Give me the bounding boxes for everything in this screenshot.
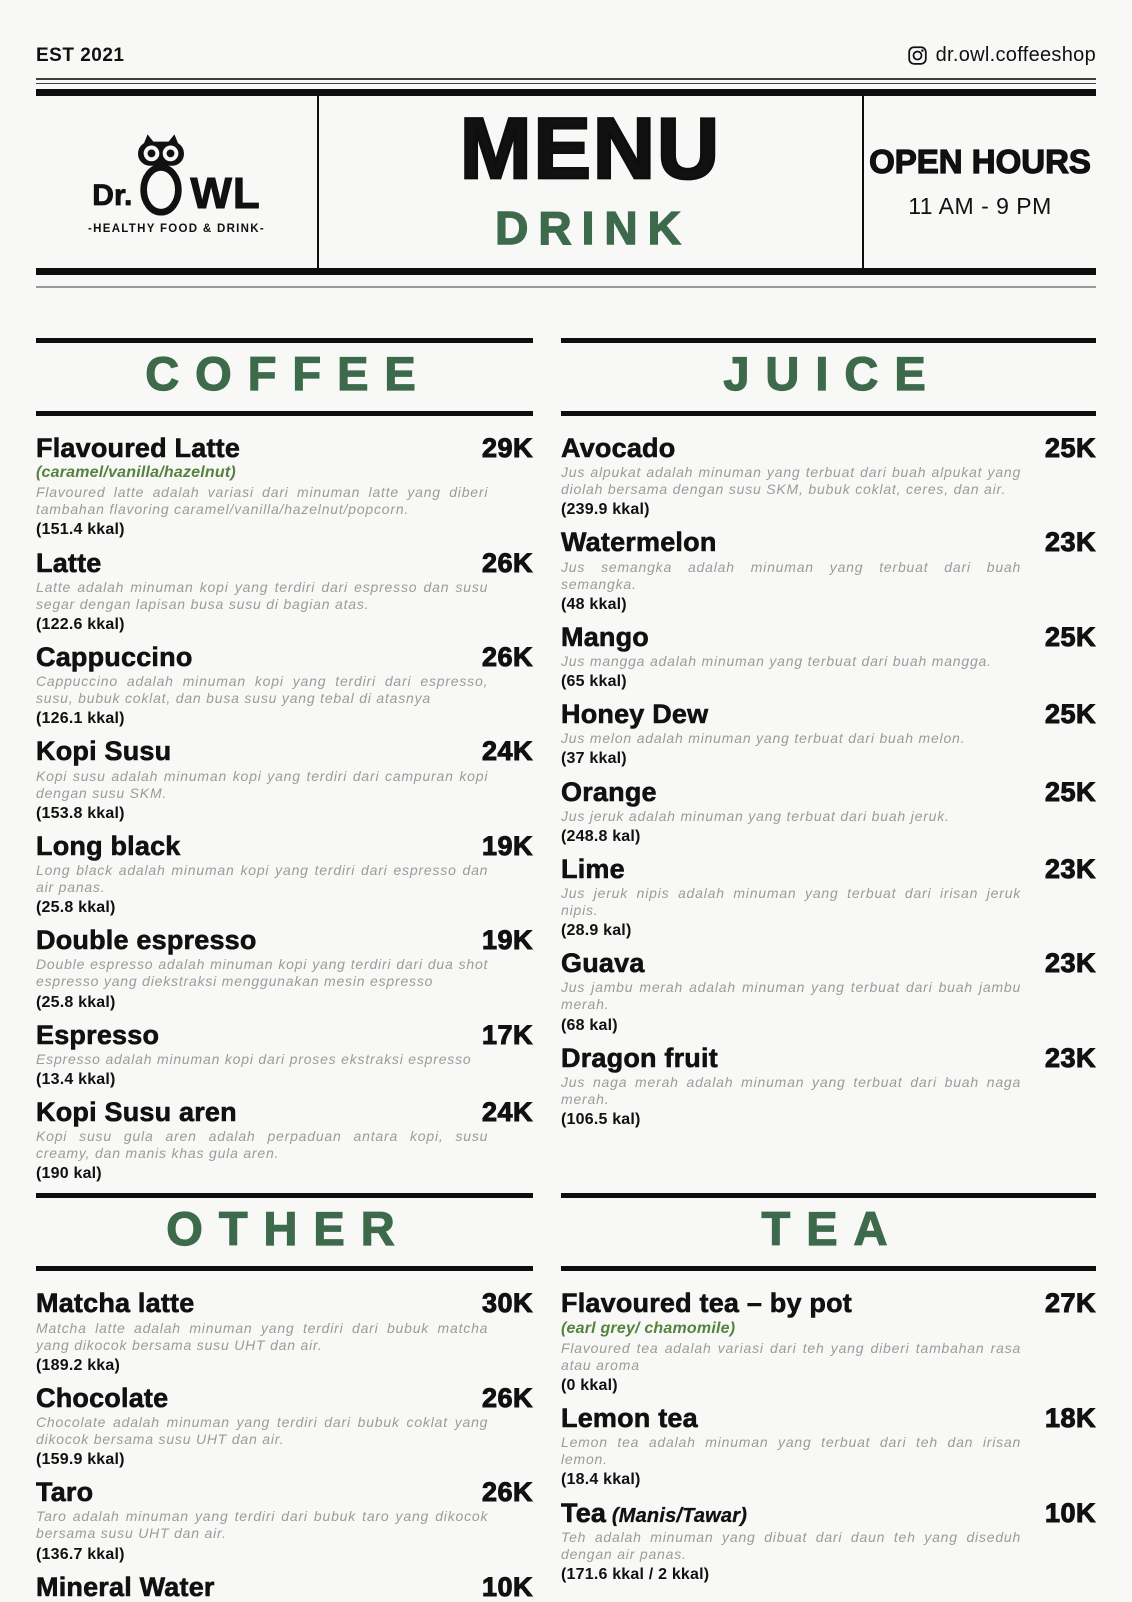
item-price: 23K xyxy=(1044,853,1096,884)
menu-item xyxy=(36,1478,533,1563)
item-calories: (153.8 kkal) xyxy=(36,804,125,822)
menu-item xyxy=(36,549,533,634)
open-hours-block xyxy=(864,96,1096,268)
est-label: EST 2021 xyxy=(36,44,125,66)
item-head xyxy=(36,1021,533,1049)
item-calories: (18.4 kkal) xyxy=(561,1471,641,1489)
item-price: 25K xyxy=(1044,699,1096,730)
item-price: 26K xyxy=(481,1382,533,1413)
menu-grid xyxy=(36,338,1096,1601)
menu-item xyxy=(36,434,533,540)
instagram-handle: dr.owl.coffeeshop xyxy=(935,44,1096,66)
item-head xyxy=(561,434,1096,462)
menu-item xyxy=(561,623,1096,691)
item-name: Kopi Susu xyxy=(36,736,172,767)
item-calories: (122.6 kkal) xyxy=(36,615,125,633)
item-price: 10K xyxy=(481,1571,533,1602)
item-variant: (caramel/vanilla/hazelnut) xyxy=(36,464,236,482)
menu-item xyxy=(36,832,533,917)
section-items xyxy=(36,416,533,1183)
menu-title-block xyxy=(319,96,864,268)
item-name: Dragon fruit xyxy=(561,1042,718,1073)
menu-item xyxy=(36,643,533,728)
menu-item xyxy=(561,778,1096,846)
section-items xyxy=(36,1271,533,1600)
item-head xyxy=(36,737,533,765)
item-head xyxy=(561,778,1096,806)
menu-item xyxy=(36,1573,533,1601)
item-calories: (48 kkal) xyxy=(561,595,627,613)
item-description: Jus naga merah adalah minuman yang terbuat dari buah naga merah. xyxy=(561,1073,1022,1107)
header-band xyxy=(36,89,1096,275)
item-head xyxy=(561,855,1096,883)
item-description: Jus mangga adalah minuman yang terbuat dari buah mangga. xyxy=(561,652,992,669)
item-description: Jus jeruk nipis adalah minuman yang terbuat dari irisan jeruk nipis. xyxy=(561,884,1022,919)
item-calories: (28.9 kal) xyxy=(561,922,632,940)
item-description: Teh adalah minuman yang dibuat dari daun teh yang diseduh dengan air panas. xyxy=(561,1528,1022,1562)
section-items xyxy=(561,1271,1096,1583)
item-head xyxy=(561,1044,1096,1072)
item-calories: (159.9 kkal) xyxy=(36,1451,125,1469)
menu-item xyxy=(561,1289,1096,1395)
item-name: Chocolate xyxy=(36,1382,169,1413)
item-name: Double espresso xyxy=(36,925,257,956)
menu-item xyxy=(36,926,533,1011)
item-description: Espresso adalah minuman kopi dari proses ekstraksi espresso xyxy=(36,1050,472,1067)
item-price: 23K xyxy=(1044,948,1096,979)
menu-item xyxy=(36,1098,533,1183)
menu-item xyxy=(561,434,1096,519)
item-description: Kopi susu adalah minuman kopi yang terdiri dari campuran kopi dengan susu SKM. xyxy=(36,767,489,801)
item-calories: (190 kal) xyxy=(36,1165,102,1183)
item-price: 26K xyxy=(481,1477,533,1508)
item-description: Kopi susu gula aren adalah perpaduan antara kopi, susu creamy, dan manis khas gula aren. xyxy=(36,1128,489,1162)
item-calories: (126.1 kkal) xyxy=(36,710,125,728)
menu-item xyxy=(561,1044,1096,1129)
item-name: Flavoured tea – by pot xyxy=(561,1288,852,1319)
instagram-handle-group xyxy=(907,44,1096,67)
menu-item xyxy=(561,949,1096,1034)
item-calories: (189.2 kka) xyxy=(36,1356,121,1374)
item-head xyxy=(36,1098,533,1126)
item-description: Jus jeruk adalah minuman yang terbuat dari buah jeruk. xyxy=(561,807,950,824)
item-description: Jus jambu merah adalah minuman yang terbuat dari buah jambu merah. xyxy=(561,979,1022,1013)
item-price: 25K xyxy=(1044,621,1096,652)
item-calories: (65 kkal) xyxy=(561,673,627,690)
item-head xyxy=(561,1499,1096,1527)
item-price: 18K xyxy=(1044,1403,1096,1434)
logo-tagline: -HEALTHY FOOD & DRINK- xyxy=(87,222,266,235)
item-price: 24K xyxy=(481,1097,533,1128)
item-price: 25K xyxy=(1044,433,1096,463)
double-divider xyxy=(36,78,1096,84)
item-calories: (239.9 kkal) xyxy=(561,501,650,519)
item-name: Lime xyxy=(561,853,625,884)
item-price: 26K xyxy=(481,547,533,578)
menu-item xyxy=(36,737,533,822)
instagram-icon xyxy=(907,45,928,66)
item-description: Lemon tea adalah minuman yang terbuat dari teh dan irisan lemon. xyxy=(561,1434,1022,1468)
item-name: Mineral Water xyxy=(36,1571,215,1602)
item-head xyxy=(561,700,1096,728)
item-price: 10K xyxy=(1044,1497,1096,1528)
item-price: 24K xyxy=(481,736,533,767)
item-calories: (171.6 kkal / 2 kkal) xyxy=(561,1565,710,1583)
item-name: Long black xyxy=(36,830,181,861)
item-calories: (13.4 kkal) xyxy=(36,1070,116,1088)
section-coffee xyxy=(36,338,533,1183)
item-price: 30K xyxy=(481,1288,533,1319)
item-price: 17K xyxy=(481,1019,533,1050)
item-description: Jus alpukat adalah minuman yang terbuat dari buah alpukat yang diolah bersama dengan susu SKM, bubuk coklat, ceres, dan air. xyxy=(561,464,1022,498)
item-description: Jus semangka adalah minuman yang terbuat dari buah semangka. xyxy=(561,558,1022,592)
thin-divider xyxy=(36,286,1096,288)
item-calories: (25.8 kkal) xyxy=(36,899,116,917)
item-head xyxy=(561,949,1096,977)
item-head xyxy=(36,926,533,954)
topbar xyxy=(36,0,1096,67)
item-price: 27K xyxy=(1044,1288,1096,1319)
section-other xyxy=(36,1193,533,1600)
item-name-note: (Manis/Tawar) xyxy=(606,1504,748,1527)
item-head xyxy=(561,1404,1096,1432)
item-name: Guava xyxy=(561,948,645,979)
item-calories: (0 kkal) xyxy=(561,1376,618,1394)
item-name: Tea (Manis/Tawar) xyxy=(561,1497,748,1528)
section-title: COFFEE xyxy=(36,338,533,416)
item-price: 23K xyxy=(1044,527,1096,558)
item-description: Latte adalah minuman kopi yang terdiri dari espresso dan susu segar dengan lapisan busa susu di bagian atas. xyxy=(36,578,489,612)
item-head xyxy=(561,1289,1096,1317)
section-title: OTHER xyxy=(36,1193,533,1271)
menu-item xyxy=(561,528,1096,613)
item-description: Matcha latte adalah minuman yang terdiri dari bubuk matcha yang dikocok bersama susu UHT dan air. xyxy=(36,1319,489,1353)
item-price: 19K xyxy=(481,925,533,956)
item-price: 23K xyxy=(1044,1042,1096,1073)
item-calories: (151.4 kkal) xyxy=(36,521,125,539)
item-name: Taro xyxy=(36,1477,94,1508)
menu-item xyxy=(561,1404,1096,1489)
item-description: Taro adalah minuman yang terdiri dari bubuk taro yang dikocok bersama susu UHT dan air. xyxy=(36,1508,489,1542)
item-head xyxy=(36,1573,533,1601)
menu-item xyxy=(561,1499,1096,1584)
item-calories: (25.8 kkal) xyxy=(36,993,116,1011)
menu-item xyxy=(36,1384,533,1469)
item-name: Kopi Susu aren xyxy=(36,1097,237,1128)
item-price: 29K xyxy=(481,433,533,463)
menu-item xyxy=(36,1021,533,1089)
open-hours-label: OPEN HOURS xyxy=(869,143,1091,181)
item-name: Matcha latte xyxy=(36,1288,195,1319)
item-name: Cappuccino xyxy=(36,642,193,673)
item-calories: (136.7 kkal) xyxy=(36,1545,125,1563)
item-description: Chocolate adalah minuman yang terdiri dari bubuk coklat yang dikocok bersama susu UHT dan air. xyxy=(36,1413,489,1448)
menu-item xyxy=(36,1289,533,1374)
menu-subtitle: DRINK xyxy=(495,201,691,254)
item-name: Latte xyxy=(36,547,102,578)
logo-text-suffix: WL xyxy=(190,168,261,218)
item-variant: (earl grey/ chamomile) xyxy=(561,1319,736,1337)
section-title: JUICE xyxy=(561,338,1096,416)
item-head xyxy=(36,1478,533,1506)
item-name: Mango xyxy=(561,621,649,652)
item-head xyxy=(36,1384,533,1412)
brand-logo xyxy=(36,96,319,268)
item-description: Flavoured tea adalah variasi dari teh yang diberi tambahan rasa atau aroma xyxy=(561,1339,1022,1373)
item-head xyxy=(561,528,1096,556)
item-price: 25K xyxy=(1044,776,1096,807)
menu-item xyxy=(561,855,1096,940)
section-tea xyxy=(561,1193,1096,1600)
menu-title: MENU xyxy=(459,101,722,198)
item-calories: (68 kal) xyxy=(561,1016,618,1034)
item-calories: (37 kkal) xyxy=(561,750,627,768)
item-price: 26K xyxy=(481,642,533,673)
item-calories: (106.5 kal) xyxy=(561,1110,641,1128)
item-description: Jus melon adalah minuman yang terbuat dari buah melon. xyxy=(561,730,966,747)
logo-text-prefix: Dr. xyxy=(92,178,133,212)
section-title: TEA xyxy=(561,1193,1096,1271)
item-head xyxy=(36,832,533,860)
item-description: Cappuccino adalah minuman kopi yang terdiri dari espresso, susu, bubuk coklat, dan busa susu yang tebal di atasnya xyxy=(36,673,489,707)
item-name: Avocado xyxy=(561,433,676,463)
item-head xyxy=(36,434,533,462)
item-name: Orange xyxy=(561,776,657,807)
item-name: Watermelon xyxy=(561,527,717,558)
item-price: 19K xyxy=(481,830,533,861)
item-head xyxy=(36,1289,533,1317)
item-name: Lemon tea xyxy=(561,1403,698,1434)
section-juice xyxy=(561,338,1096,1183)
item-name: Honey Dew xyxy=(561,699,709,730)
item-head xyxy=(36,549,533,577)
item-head xyxy=(36,643,533,671)
section-items xyxy=(561,416,1096,1129)
owl-logo-icon xyxy=(133,130,189,216)
item-head xyxy=(561,623,1096,651)
item-description: Long black adalah minuman kopi yang terdiri dari espresso dan air panas. xyxy=(36,861,489,896)
logo-row xyxy=(92,130,260,216)
item-calories: (248.8 kal) xyxy=(561,827,641,845)
item-description: Double espresso adalah minuman kopi yang terdiri dari dua shot espresso yang diekstraksi menggunakan mesin espresso xyxy=(36,956,489,990)
item-description: Flavoured latte adalah variasi dari minuman latte yang diberi tambahan flavoring caramel/vanilla/hazelnut/popcorn. xyxy=(36,484,489,518)
item-name: Flavoured Latte xyxy=(36,433,241,463)
open-hours-time: 11 AM - 9 PM xyxy=(908,192,1052,219)
menu-item xyxy=(561,700,1096,768)
item-name: Espresso xyxy=(36,1019,160,1050)
